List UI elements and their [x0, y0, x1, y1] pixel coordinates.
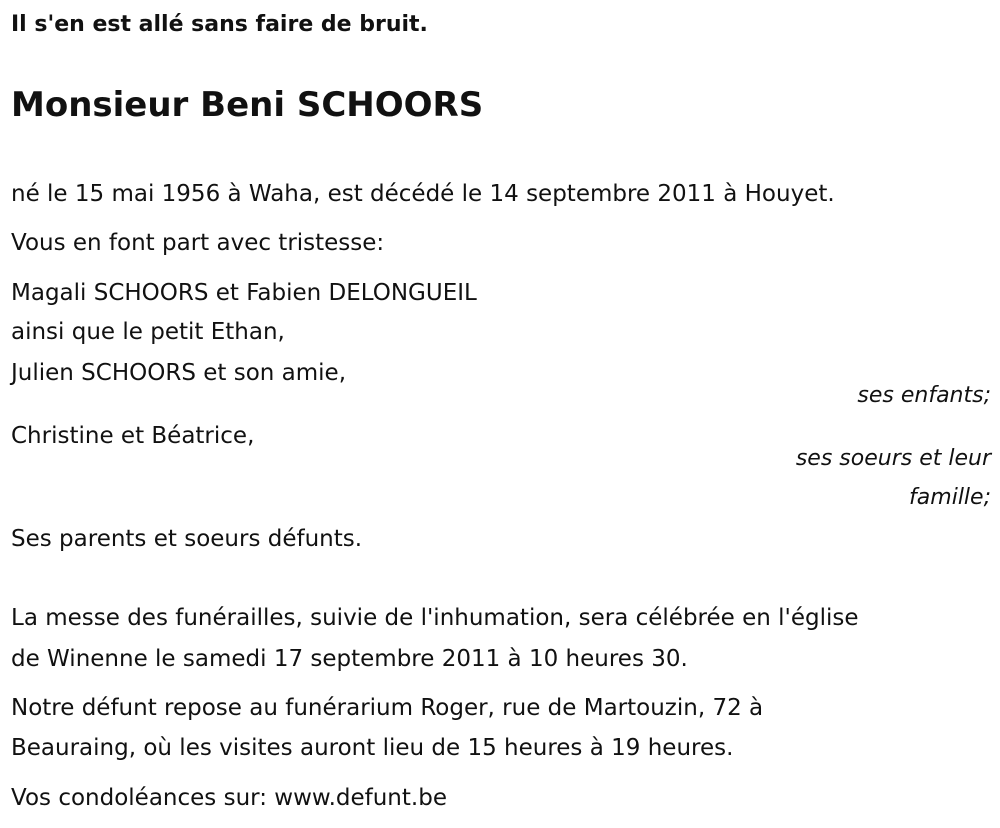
- announcement-intro: Vous en font part avec tristesse:: [11, 230, 385, 256]
- funerarium-line: Beauraing, où les visites auront lieu de 15 heures à 19 heures.: [11, 735, 734, 761]
- funerarium-line: Notre défunt repose au funérarium Roger, rue de Martouzin, 72 à: [11, 695, 764, 721]
- sisters-role: ses soeurs et leur: [795, 446, 991, 471]
- family-children-line: Julien SCHOORS et son amie,: [11, 360, 347, 386]
- family-sisters-line: Christine et Béatrice,: [11, 423, 255, 449]
- condolences-line: Vos condoléances sur: www.defunt.be: [11, 785, 447, 811]
- funeral-mass-line: de Winenne le samedi 17 septembre 2011 à 10 heures 30.: [11, 646, 688, 672]
- family-children-line: Magali SCHOORS et Fabien DELONGUEIL: [11, 280, 477, 306]
- children-role: ses enfants;: [857, 383, 991, 408]
- family-children-line: ainsi que le petit Ethan,: [11, 319, 285, 345]
- funeral-mass-line: La messe des funérailles, suivie de l'inhumation, sera célébrée en l'église: [11, 605, 859, 631]
- deceased-name: Monsieur Beni SCHOORS: [11, 85, 484, 125]
- deceased-relatives-line: Ses parents et soeurs défunts.: [11, 526, 363, 552]
- birth-death-line: né le 15 mai 1956 à Waha, est décédé le 14 septembre 2011 à Houyet.: [11, 181, 835, 207]
- epigraph: Il s'en est allé sans faire de bruit.: [11, 12, 428, 37]
- sisters-role: famille;: [909, 485, 991, 510]
